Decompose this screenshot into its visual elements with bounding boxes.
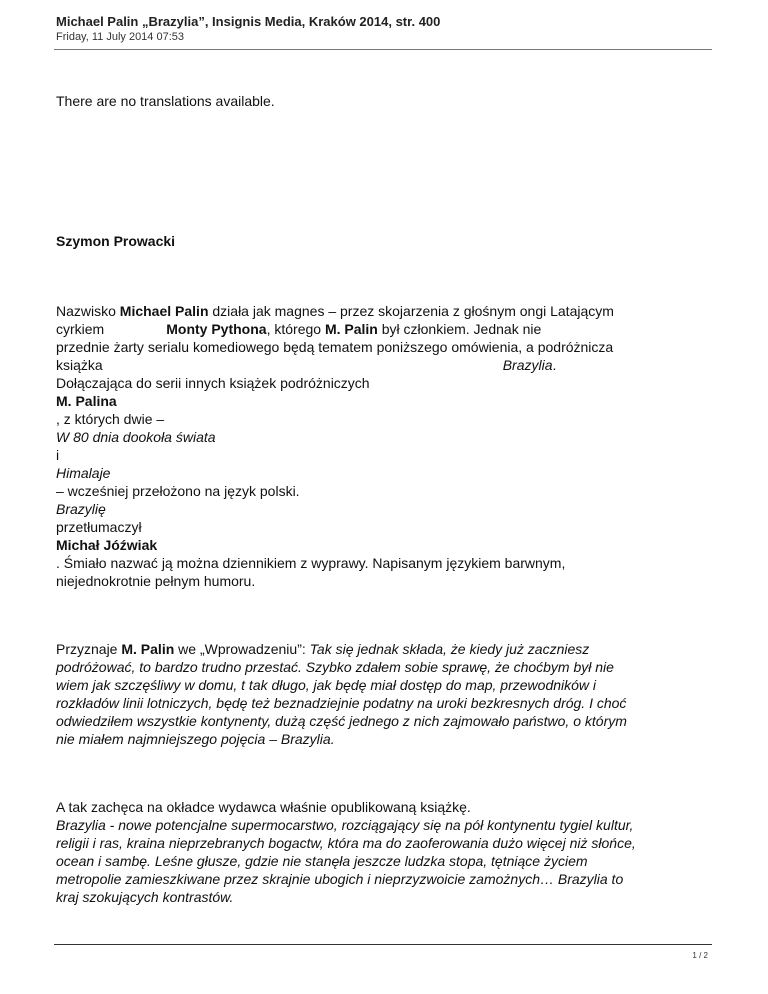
header-divider xyxy=(54,49,712,50)
paragraph-intro: Nazwisko Michael Palin działa jak magnes – przez skojarzenia z głośnym ongi Latającym cyrkiem Monty Pythona, którego M. Palin był członkiem. Jednak nie przednie żarty serialu komediowego będą tematem poniższego omówienia, a podróżnicza książka Brazylia. Dołączająca do serii innych książek podróżniczych M. Palina , z których dwie – W 80 dnia dookoła świata i Himalaje – wcześniej przełożono na język polski. Brazylię przetłumaczył Michał Jóźwiak . Śmiało nazwać ją można dziennikiem z wyprawy. Napisanym językiem barwnym, niejednokrotnie pełnym humoru. xyxy=(56,303,614,589)
no-translations-note: There are no translations available. xyxy=(56,93,275,109)
paragraph-blurb: A tak zachęca na okładce wydawca właśnie opublikowaną książkę. Brazylia - nowe potencjalne supermocarstwo, rozciągający się na pół kontynentu tygiel kultur, religii i ras, kraina nieprzebranych bogactw, która ma do zaoferowania dużo więcej niż słońce, ocean i sambę. Leśne głusze, gdzie nie stanęła jeszcze ludzka stopa, tętniące życiem metropolie zamieszkiwane przez skrajnie ubogich i nieprzyzwoicie zamożnych… Brazylia to kraj szokujących kontrastów. xyxy=(56,799,636,905)
header-title: Michael Palin „Brazylia”, Insignis Media, Kraków 2014, str. 400 xyxy=(56,14,441,29)
footer-divider xyxy=(54,944,712,945)
page-number: 1 / 2 xyxy=(692,951,708,960)
header-date: Friday, 11 July 2014 07:53 xyxy=(56,31,185,43)
paragraph-quote: Przyznaje M. Palin we „Wprowadzeniu”: Tak się jednak składa, że kiedy już zaczniesz podróżować, to bardzo trudno przestać. Szybko zdałem sobie sprawę, że choćbym był nie wiem jak szczęśliwy w domu, t tak długo, jak będę miał dostęp do map, przewodników i rozkładów linii lotniczych, będę też beznadziejnie podatny na uroki bezkresnych dróg. I choć odwiedziłem wszystkie kontynenty, dużą część jednego z nich zajmowało państwo, o którym nie miałem najmniejszego pojęcia – Brazylia. xyxy=(56,641,627,747)
author-name: Szymon Prowacki xyxy=(56,233,176,249)
